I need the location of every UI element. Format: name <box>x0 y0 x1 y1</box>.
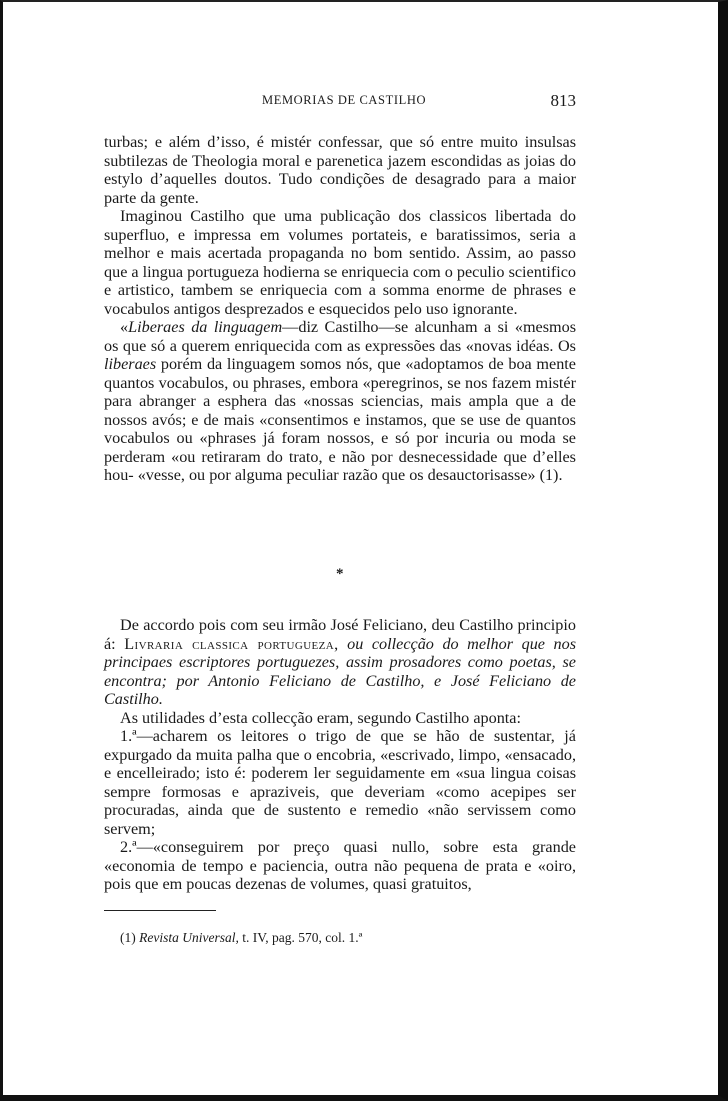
paragraph-item-2: 2.ª—«conseguirem por preço quasi nullo, sobre esta grande «economia de tempo e paciencia, outra não pequena de prata e «oiro, pois que em poucas dezenas de volumes, quasi gratuitos, <box>104 838 576 893</box>
paragraph-livraria <box>104 616 576 709</box>
paragraph-castilho-publication: Imaginou Castilho que uma publicação dos classicos libertada do superfluo, e impressa em volumes portateis, e baratissimos, seria a melhor e mais acertada propaganda no bom sentido. Assim, ao passo que a lingua portugueza hodierna se enriquecia com o peculio scientifico e artistico, tambem se enriquecia com a somma enorme de phrases e vocabulos antigos desprezados e esquecidos pelo uso ignorante. <box>104 207 576 318</box>
footnote-source-italic: Revista Universal, <box>139 930 239 945</box>
footnote-rule <box>104 910 216 911</box>
paragraph-utilidades: As utilidades d’esta collecção eram, segundo Castilho aponta: <box>120 708 521 727</box>
quote-italic-title: Liberaes da linguagem <box>128 318 283 336</box>
footnote-marker: (1) <box>120 930 140 945</box>
footnote <box>120 930 362 946</box>
page-header <box>104 91 576 111</box>
page-number: 813 <box>550 91 576 110</box>
section-1 <box>104 133 576 485</box>
paragraph-quote-liberaes <box>104 318 576 485</box>
paragraph-item-1: 1.ª—acharem os leitores o trigo de que se hão de sustentar, já expurgado da muita palha que o encobria, «escrivado, limpo, «ensacado, e encelleirado; isto é: poderem ler seguidamente em «sua lingua coisas sempre formosas e aprazivеis, que deveriam «como acepipes ser procuradas, ainda que de sustento e remedio «não servissem como servem; <box>104 727 576 838</box>
livraria-subtitle-italic: ou collecção do melhor que nos principaes escriptores portuguezes, assim prosadores como poetas, se encontra; por Antonio Feliciano de Castilho, e José Feliciano de Castilho. <box>104 634 577 708</box>
quote-text-2: porém da linguagem somos nós, que «adoptamos de boa mente quantos vocabulos, ou phrases, embora «peregrinos, se nos fazem mistér para abranger a esphera das «nossas sciencias, mais ampla que a de nossos avós; e de mais «consentimos e instamos, que se use de quantos vocabulos ou «phrases já foram nossos, e só por incuria ou moda se perderam «ou retiraram do trato, e não por desnecessidade que d’elles hou- «vesse, ou por alguma peculiar razão que os desauctorisasse» (1). <box>104 355 576 484</box>
quote-text-1: —diz Castilho—se alcunham a si «mesmos os que só a querem enriquecida com as expressões das «novas idéas. Os <box>104 318 576 355</box>
quote-open: « <box>120 318 129 336</box>
section-2 <box>104 616 576 894</box>
paragraph-continuation: turbas; e além d’isso, é mistér confessar, que só entre muito insulsas subtilezas de Theologia moral e parenetica jazem escondidas as joias do estylo d’aquelles doutos. Tudo condições de desagrado para a maior parte da gente. <box>104 133 576 207</box>
footnote-citation: t. IV, pag. 570, col. 1.ª <box>238 930 363 945</box>
livraria-intro: De accordo pois com seu irmão José Feliciano, deu Castilho principio á: <box>104 616 576 653</box>
running-title: MEMORIAS DE CASTILHO <box>262 93 427 107</box>
section-ornament-asterisk: * <box>336 566 344 582</box>
livraria-title-smallcaps: Livraria classica portugueza, <box>124 634 339 653</box>
quote-italic-liberaes: liberaes <box>104 355 157 373</box>
